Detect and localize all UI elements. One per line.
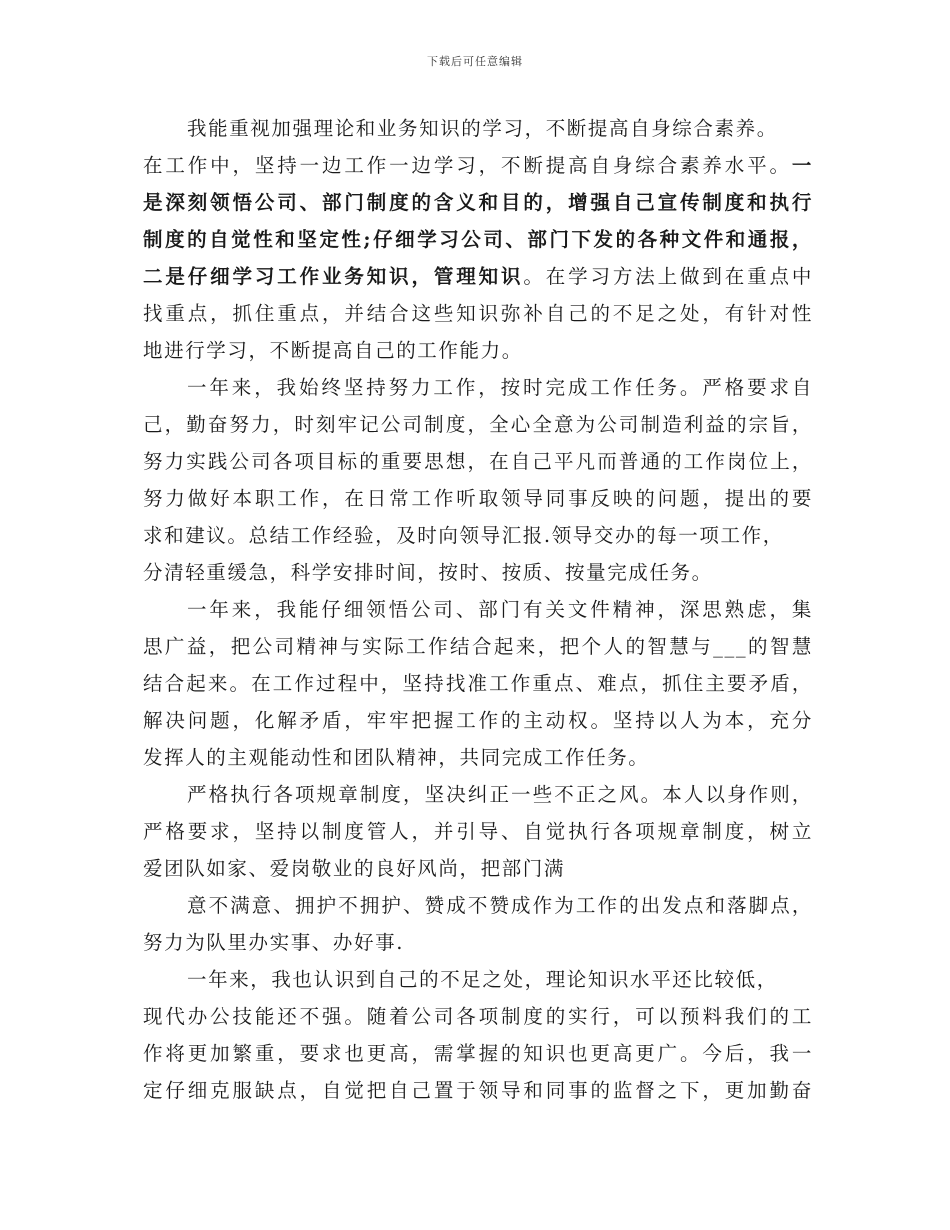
text-line [143, 887, 813, 924]
text-run: 定仔细克服缺点，自觉把自己置于领导和同事的监督之下，更加勤奋 [143, 1079, 813, 1102]
text-line [143, 406, 813, 443]
text-line [143, 554, 813, 591]
text-line [143, 924, 813, 961]
bold-text-run: 是深刻领悟公司、部门制度的含义和目的，增强自己宣传制度和执行 [143, 191, 813, 214]
bold-text-run: 制度的自觉性和坚定性;仔细学习公司、部门下发的各种文件和通报， [143, 228, 813, 251]
text-line [143, 221, 813, 258]
text-run: 一年来，我始终坚持努力工作，按时完成工作任务。严格要求自 [187, 376, 813, 399]
text-line [143, 739, 813, 776]
text-run: 意不满意、拥护不拥护、赞成不赞成作为工作的出发点和落脚点， [187, 894, 813, 917]
bold-text-run: 二是仔细学习工作业务知识，管理知识 [143, 265, 524, 288]
text-line [143, 147, 813, 184]
bold-text-run: 一 [791, 154, 813, 177]
text-run: 己，勤奋努力，时刻牢记公司制度，全心全意为公司制造利益的宗旨， [143, 413, 813, 436]
text-line [143, 813, 813, 850]
text-line [143, 628, 813, 665]
document-body [143, 110, 813, 1109]
text-line [143, 369, 813, 406]
text-run: 在工作中，坚持一边工作一边学习，不断提高自身综合素养水平。 [143, 154, 792, 177]
text-run: 努力实践公司各项目标的重要思想，在自己平凡而普通的工作岗位上， [143, 450, 813, 473]
text-run: 思广益，把公司精神与实际工作结合起来，把个人的智慧与___的智慧 [143, 635, 813, 658]
text-line [143, 295, 813, 332]
text-line [143, 665, 813, 702]
text-run: 找重点，抓住重点，并结合这些知识弥补自己的不足之处，有针对性 [143, 302, 813, 325]
text-line [143, 480, 813, 517]
text-line [143, 1072, 813, 1109]
text-run: 严格要求，坚持以制度管人，并引导、自觉执行各项规章制度，树立 [143, 820, 813, 843]
page-header: 下载后可任意编辑 [427, 55, 523, 68]
text-line [143, 110, 813, 147]
text-run: 我能重视加强理论和业务知识的学习，不断提高自身综合素养。 [187, 117, 778, 140]
text-line [143, 517, 813, 554]
text-run: 一年来，我也认识到自己的不足之处，理论知识水平还比较低， [187, 968, 778, 991]
text-run: 努力做好本职工作，在日常工作听取领导同事反映的问题，提出的要 [143, 487, 813, 510]
text-run: 求和建议。总结工作经验，及时向领导汇报.领导交办的每一项工作， [143, 524, 784, 547]
text-line [143, 998, 813, 1035]
text-line [143, 1035, 813, 1072]
text-line [143, 332, 813, 369]
text-run: 爱团队如家、爱岗敬业的良好风尚，把部门满 [143, 857, 566, 880]
text-run: 作将更加繁重，要求也更高，需掌握的知识也更高更广。今后，我一 [143, 1042, 813, 1065]
text-run: 地进行学习，不断提高自己的工作能力。 [143, 339, 523, 362]
text-run: 努力为队里办实事、办好事. [143, 931, 404, 954]
text-run: 发挥人的主观能动性和团队精神，共同完成工作任务。 [143, 746, 650, 769]
text-run: 解决问题，化解矛盾，牢牢把握工作的主动权。坚持以人为本，充分 [143, 709, 813, 732]
text-line [143, 258, 813, 295]
text-line [143, 184, 813, 221]
text-run: 严格执行各项规章制度，坚决纠正一些不正之风。本人以身作则， [187, 783, 813, 806]
text-line [143, 702, 813, 739]
text-line [143, 443, 813, 480]
text-line [143, 591, 813, 628]
text-run: 结合起来。在工作过程中，坚持找准工作重点、难点，抓住主要矛盾， [143, 672, 813, 695]
text-run: 。在学习方法上做到在重点中 [523, 265, 813, 288]
text-run: 一年来，我能仔细领悟公司、部门有关文件精神，深思熟虑，集 [187, 598, 813, 621]
text-run: 分清轻重缓急，科学安排时间，按时、按质、按量完成任务。 [143, 561, 713, 584]
text-line [143, 850, 813, 887]
text-run: 现代办公技能还不强。随着公司各项制度的实行，可以预料我们的工 [143, 1005, 813, 1028]
text-line [143, 776, 813, 813]
text-line [143, 961, 813, 998]
